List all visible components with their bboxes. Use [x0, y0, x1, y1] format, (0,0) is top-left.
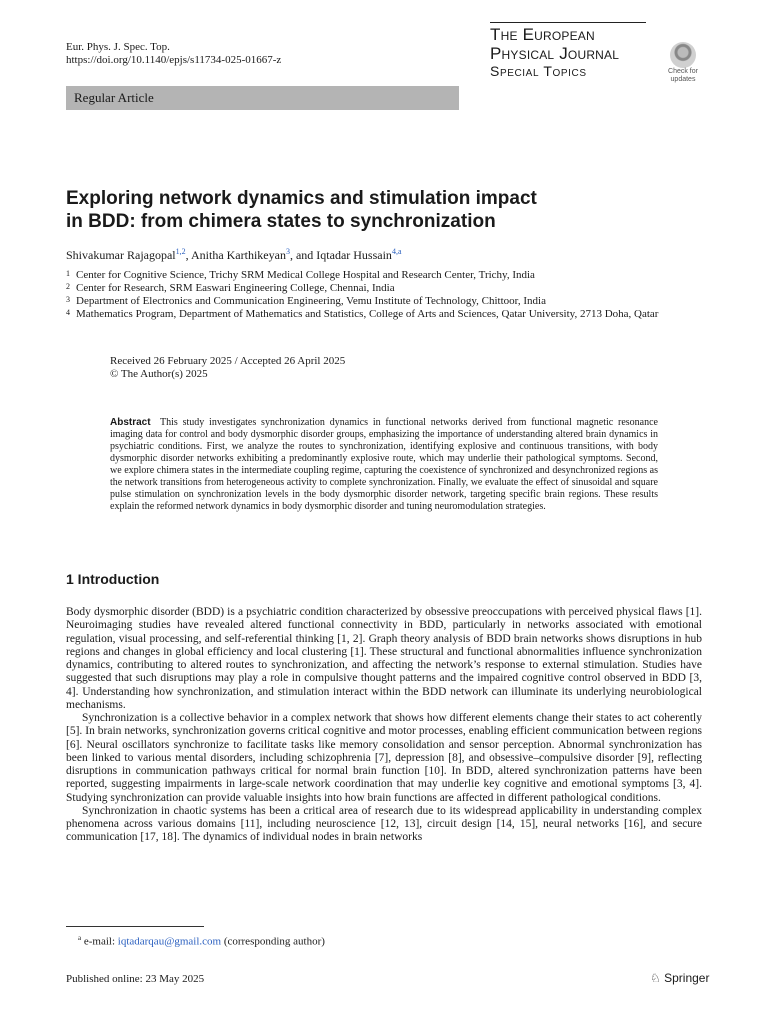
author-affil-ref[interactable]: 1,2	[175, 247, 186, 256]
body-text	[66, 606, 702, 845]
journal-logo	[490, 22, 646, 80]
paragraph: Body dysmorphic disorder (BDD) is a psychiatric condition characterized by obsessive preoccupations with perceived physical flaws [1]. Neuroimaging studies have revealed altered functional connectivity in BDD, particularly in networks associated with emotional regulation, visual processing, and self-referential thinking [1, 2]. Graph theory analysis of BDD brain networks shows disruptions in hub regions and changes in global efficiency and local clustering [1]. These structural and functional abnormalities influence synchronization dynamics, contributing to altered routes to synchronization, and affecting the network’s response to external stimulation. Studies have suggested that such disruptions may play a role in compulsive thought patterns and the impaired cognitive control observed in BDD [3, 4]. Understanding how synchronization, and stimulation interact within the BDD network can illuminate its underlying neurobiological mechanisms.	[66, 606, 702, 711]
paragraph: Synchronization is a collective behavior in a complex network that shows how different elements change their states to act coherently [5]. In brain networks, synchronization governs critical cognitive and motor processes, enabling efficient communication between regions [6]. Neural oscillators synchronize to facilitate tasks like memory consolidation and sensor perception. Abnormal synchronization has been linked to various mental disorders, including schizophrenia [7], depression [8], and obsessive–compulsive disorder [9], reflecting disruptions in communication pathways critical for normal brain function [10]. In BDD, altered synchronization patterns have been reported, suggesting impairments in large-scale network coordination that may underlie key cognitive and emotional symptoms [3, 4]. Studying synchronization can provide valuable insights into how brain functions are affected in different pathological conditions.	[66, 712, 702, 804]
paragraph: Synchronization in chaotic systems has been a critical area of research due to its widespread applicability in understanding complex phenomena across various domains [11], including neuroscience [12, 13], circuit design [14, 15], neural networks [16], and secure communication [17, 18]. The dynamics of individual nodes in brain networks	[66, 804, 702, 844]
section-heading: 1 Introduction	[66, 571, 160, 587]
check-for-updates-button[interactable]	[662, 42, 704, 82]
author-separator: , and	[289, 248, 317, 262]
publisher-logo	[650, 971, 709, 985]
author-name[interactable]: Iqtadar Hussain	[316, 248, 392, 262]
journal-brand-line1: The European	[490, 25, 595, 44]
affiliation: 3 Department of Electronics and Communication Engineering, Vemu Institute of Technology, Chittoor, India	[66, 295, 546, 308]
article-title	[66, 187, 686, 233]
author-affil-ref[interactable]: 3	[285, 247, 290, 256]
footnote: $^a$ e-mail: iqtadarqau@gmail.com (corresponding author)	[78, 934, 325, 948]
published-date: Published online: 23 May 2025	[66, 973, 205, 985]
article-type-banner: Regular Article	[66, 86, 459, 110]
title-line-1: Exploring network dynamics and stimulation impact	[66, 188, 537, 209]
doi-link[interactable]: https://doi.org/10.1140/epjs/s11734-025-01667-z	[66, 54, 282, 66]
abstract	[110, 417, 658, 513]
received-accepted: Received 26 February 2025 / Accepted 26 April 2025	[110, 355, 346, 367]
affiliations	[66, 269, 706, 321]
article-dates	[110, 355, 345, 381]
footnote-divider	[66, 926, 204, 927]
crossmark-icon	[670, 42, 696, 68]
author-name[interactable]: Anitha Karthikeyan	[190, 248, 286, 262]
journal-brand-line3: Special Topics	[490, 63, 587, 79]
author-name[interactable]: Shivakumar Rajagopal	[66, 248, 176, 262]
affiliation: 1 Center for Cognitive Science, Trichy SRM Medical College Hospital and Research Center, Trichy, India	[66, 269, 535, 281]
footnote-marker: a	[78, 934, 82, 942]
copyright: © The Author(s) 2025	[110, 368, 208, 380]
publisher-name: Springer	[664, 971, 710, 985]
crossmark-label: Check for updates	[668, 68, 698, 83]
springer-horse-icon: ♘	[650, 971, 661, 985]
email-link[interactable]: iqtadarqau@gmail.com	[117, 935, 222, 948]
author-separator: ,	[185, 248, 191, 262]
journal-brand-line2: Physical Journal	[490, 44, 620, 63]
journal-abbrev: Eur. Phys. J. Spec. Top.	[66, 41, 170, 53]
affiliation: 4 Mathematics Program, Department of Mathematics and Statistics, College of Arts and Sciences, Qatar University, 2713 Doha, Qatar	[66, 308, 659, 321]
title-line-2: in BDD: from chimera states to synchronization	[66, 211, 496, 232]
abstract-text: This study investigates synchronization dynamics in functional networks derived from functional magnetic resonance imaging data for control and body dysmorphic disorder groups, emphasizing the importance of understanding altered brain dynamics in psychiatric conditions. First, we analyze the routes to synchronization, identifying explosive and continuous transitions, with body dysmorphic disorder networks exhibiting a predominantly explosive route, which may underlie their pathological symptoms. Second, we explore chimera states in the intermediate coupling regime, capturing the coexistence of synchronized and desynchronized regions as the network transitions from heterogeneous activity to complete synchronization. Finally, we evaluate the effect of sinusoidal and square pulse stimulation on synchronization levels in the body dysmorphic disorder network, targeting specific brain regions. These results explain the reformed network dynamics in body dysmorphic disorder and tuning neuromodulation strategies.	[110, 417, 658, 512]
author-affil-ref[interactable]: 4,a	[391, 247, 402, 256]
abstract-label: Abstract	[110, 417, 151, 428]
author-list	[66, 244, 402, 263]
journal-meta	[66, 41, 281, 67]
affiliation: 2 Center for Research, SRM Easwari Engineering College, Chennai, India	[66, 282, 395, 295]
